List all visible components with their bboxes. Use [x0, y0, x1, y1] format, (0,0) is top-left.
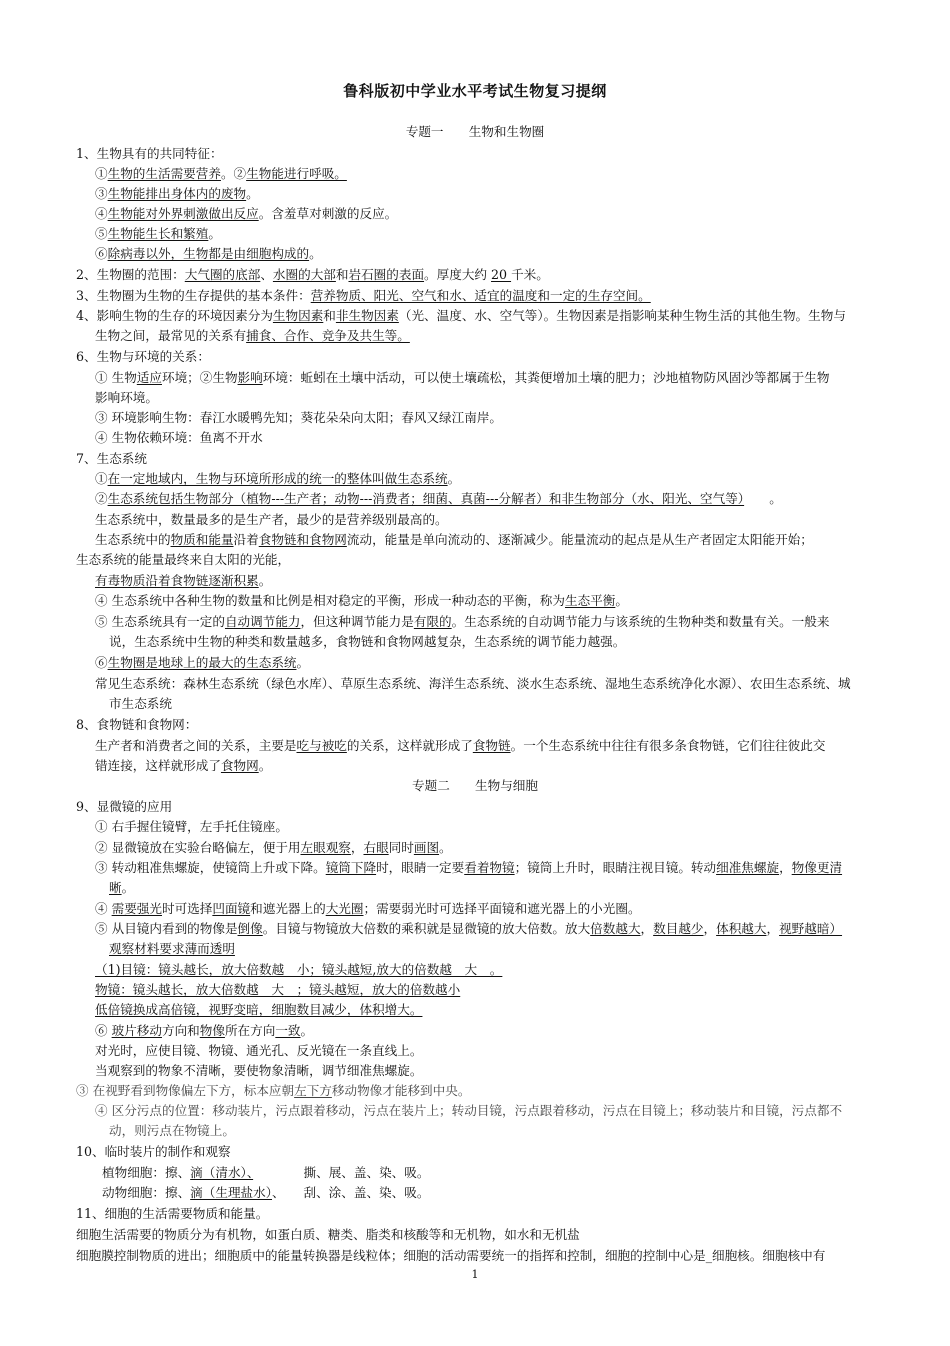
text-line: [95, 919, 842, 939]
underlined-text: 镜筒下降: [325, 860, 377, 875]
text-segment: 6、生物与环境的关系：: [76, 349, 210, 364]
text-segment: 。一个生态系统中往往有很多条食物链，它们往往彼此交: [510, 738, 826, 753]
text-segment: 生态系统中，数量最多的是生产者，最少的是营养级别最高的。: [95, 512, 448, 527]
text-segment: ④ 生态系统中各种生物的数量和比例是相对稳定的平衡，形成一种动态的平衡，称为: [95, 593, 565, 608]
underlined-text: 物镜：镜头越长，放大倍数越 大 ；镜头越短，放大的倍数越小: [95, 982, 461, 997]
text-segment: 和: [323, 308, 336, 323]
text-line: [95, 1021, 313, 1041]
text-segment: 。厚度大约: [424, 267, 492, 282]
text-line: [76, 550, 290, 570]
underlined-text: 滴（清水）、: [190, 1165, 254, 1180]
text-segment: 。生态系统的自动调节能力与该系统的生物种类和数量有关。一般来: [451, 614, 830, 629]
text-segment: 时可选择: [161, 901, 213, 916]
text-segment: 市生态系统: [109, 696, 172, 711]
text-segment: ⑤ 从目镜内看到的物像是: [95, 921, 238, 936]
text-segment: ⑤ 生态系统具有一定的: [95, 614, 225, 629]
text-segment: 专题二 生物与细胞: [412, 778, 538, 793]
text-line: [95, 980, 460, 1000]
text-segment: ⑤: [95, 226, 108, 241]
text-segment: 10、临时装片的制作和观察: [76, 1144, 231, 1159]
text-segment: 环境；②生物: [161, 370, 238, 385]
text-segment: 。: [300, 1023, 314, 1038]
text-line: [95, 674, 851, 694]
text-segment: ⑥: [95, 246, 108, 261]
underlined-text: 生物圈是地球上的最大的生态系统: [107, 655, 297, 670]
underlined-text: 大气圈的底部: [184, 267, 261, 282]
text-line: [76, 144, 223, 164]
text-line: [95, 1061, 422, 1081]
text-segment: 和: [335, 267, 349, 282]
text-segment: ，: [350, 840, 364, 855]
text-line: [95, 571, 271, 591]
text-segment: ，但这种调节能力是: [300, 614, 414, 629]
text-segment: 。: [296, 655, 310, 670]
underlined-text: 在一定地域内，生物与环境所形成的统一的整体叫做生态系统: [107, 471, 448, 486]
text-segment: ④ 生物依赖环境：鱼离不开水: [95, 430, 263, 445]
text-segment: ，: [640, 921, 654, 936]
text-segment: 对光时，应使目镜、物镜、通光孔、反光镜在一条直线上。: [95, 1043, 423, 1058]
text-segment: 。: [615, 593, 628, 608]
text-segment: 环境：蚯蚓在土壤中活动，可以使土壤疏松，其粪便增加土壤的肥力；沙地植物防风固沙等都属于生物: [262, 370, 830, 385]
text-line: [76, 1204, 268, 1224]
text-segment: 生态系统中的: [95, 532, 171, 547]
underlined-text: 玻片移动: [111, 1023, 162, 1038]
text-line: [95, 736, 825, 756]
text-segment: 细胞膜控制物质的进出；细胞质中的能量转换器是线粒体；细胞的活动需要统一的指挥和控制，细胞的控制中心是_细胞核。细胞核中有: [76, 1248, 826, 1263]
underlined-text: 视野越暗）: [779, 921, 843, 936]
underlined-text: 一致: [275, 1023, 301, 1038]
text-segment: 1、生物具有的共同特征：: [76, 146, 223, 161]
underlined-text: 画图: [413, 840, 440, 855]
text-segment: 植物细胞：擦、: [102, 1165, 191, 1180]
text-line: [109, 694, 172, 714]
text-segment: ① 右手握住镜臂，左手托住镜座。: [95, 819, 288, 834]
text-line: [95, 1041, 422, 1061]
underlined-text: 营养物质、阳光、空气和水、适宜的温度和一定的生存空间。: [310, 288, 651, 303]
text-line: [95, 428, 263, 448]
text-segment: 方向和: [161, 1023, 200, 1038]
text-segment: 3、生物圈为生物的生存提供的基本条件：: [76, 288, 311, 303]
underlined-text: 影响: [237, 370, 263, 385]
text-line: [95, 591, 628, 611]
text-segment: 所在方向: [224, 1023, 276, 1038]
text-line: [95, 612, 829, 632]
text-segment: 沿着: [233, 532, 259, 547]
underlined-text: 凹面镜: [212, 901, 251, 916]
underlined-text: 体积越大: [716, 921, 767, 936]
text-segment: 。②: [220, 166, 247, 181]
underlined-text: 生物能排出身体内的废物: [107, 186, 247, 201]
underlined-text: 水圈的大部: [272, 267, 336, 282]
underlined-text: 除病毒以外，生物都是由细胞构成的: [107, 246, 310, 261]
underlined-text: 吃与被吃: [296, 738, 347, 753]
text-segment: 当观察到的物象不清晰，要使物象清晰，调节细准焦螺旋。: [95, 1063, 423, 1078]
text-line: [95, 184, 259, 204]
underlined-text: 有毒物质沿着食物链逐渐积累: [95, 573, 259, 588]
text-segment: ③ 环境影响生物：春江水暖鸭先知；葵花朵朵向太阳；春风又绿江南岸。: [95, 410, 503, 425]
text-line: [95, 224, 221, 244]
text-segment: ④: [95, 206, 108, 221]
text-line: [95, 858, 842, 878]
underlined-text: 物质和能量: [170, 532, 234, 547]
text-line: [76, 797, 172, 817]
text-segment: 。含羞草对刺激的反应。: [258, 206, 398, 221]
underlined-text: 左下方: [294, 1083, 332, 1098]
text-line: [76, 449, 147, 469]
text-line: [95, 756, 271, 776]
text-line: [95, 530, 813, 550]
text-segment: 生物之间，最常见的关系有: [95, 328, 247, 343]
underlined-text: 非生物因素: [335, 308, 399, 323]
text-segment: ①: [95, 166, 108, 181]
text-segment: 专题一 生物和生物圈: [405, 124, 545, 139]
underlined-text: （1)目镜：镜头越长，放大倍数越 小；镜头越短,放大的倍数越 大 。: [95, 962, 503, 977]
text-segment: 。: [258, 573, 272, 588]
text-line: [76, 715, 197, 735]
text-segment: 11、细胞的生活需要物质和能量。: [76, 1206, 269, 1221]
text-line: [76, 265, 549, 285]
underlined-text: 生物的生活需要营养: [107, 166, 221, 181]
text-line: [76, 1225, 580, 1245]
text-line: [76, 1246, 825, 1266]
underlined-text: 生物能对外界刺激做出反应: [107, 206, 259, 221]
text-segment: （光、温度、水、空气等）。生物因素是指影响某种生物生活的其他生物。生物与: [398, 308, 846, 323]
text-segment: ③ 转动粗准焦螺旋，使镜筒上升或下降。: [95, 860, 326, 875]
underlined-text: 岩石圈的表面: [348, 267, 425, 282]
underlined-text: 物像: [199, 1023, 225, 1038]
text-line: [76, 1142, 231, 1162]
underlined-text: 物像更清: [791, 860, 843, 875]
underlined-text: 右眼: [363, 840, 389, 855]
text-line: [109, 878, 134, 898]
text-segment: ④ 区分污点的位置：移动装片，污点跟着移动，污点在装片上；转动目镜，污点跟着移动，污点在目镜上；移动装片和目镜，污点都不: [95, 1103, 843, 1118]
text-segment: ④: [95, 901, 112, 916]
text-segment: 常见生态系统：森林生态系统（绿色水库）、草原生态系统、海洋生态系统、淡水生态系统、湿地生态系统净化水源）、农田生态系统、城: [95, 676, 851, 691]
underlined-text: 有限的: [413, 614, 452, 629]
text-segment: 撕、展、盖、染、吸。: [253, 1165, 430, 1180]
section-heading: [0, 122, 950, 142]
underlined-text: 倒像: [237, 921, 263, 936]
text-line: [95, 838, 452, 858]
text-line: [109, 939, 235, 959]
text-line: [95, 653, 309, 673]
text-segment: ⑥: [95, 655, 108, 670]
underlined-text: 数目越少: [653, 921, 704, 936]
text-segment: 生产者和消费者之间的关系，主要是: [95, 738, 297, 753]
underlined-text: 看着物镜: [464, 860, 515, 875]
text-line: [76, 347, 210, 367]
text-segment: 。: [246, 186, 259, 201]
underlined-text: 生物因素: [272, 308, 324, 323]
underlined-text: 晰: [109, 880, 122, 895]
text-segment: 影响环境。: [95, 390, 158, 405]
underlined-text: 需要强光: [111, 901, 162, 916]
text-segment: ，: [779, 860, 792, 875]
text-line: [95, 899, 641, 919]
underlined-text: 滴（生理盐水）: [190, 1185, 273, 1200]
text-segment: ，: [766, 921, 780, 936]
text-line: [76, 306, 846, 326]
text-segment: 时，眼睛一定要: [376, 860, 465, 875]
text-segment: 的关系，这样就形成了: [346, 738, 473, 753]
text-segment: 。: [309, 246, 322, 261]
text-segment: 9、显微镜的应用: [76, 799, 173, 814]
text-line: [76, 286, 651, 306]
text-segment: 。目镜与物镜放大倍数的乘积就是显微镜的放大倍数。放大: [262, 921, 591, 936]
text-segment: 和遮光器上的: [250, 901, 326, 916]
text-segment: 。: [258, 758, 272, 773]
text-line: [102, 1163, 429, 1183]
underlined-text: 观察材料要求薄而透明: [109, 941, 235, 956]
text-line: [102, 1183, 429, 1203]
text-segment: 错连接，这样就形成了: [95, 758, 221, 773]
text-line: [95, 164, 347, 184]
underlined-text: 生态系统包括生物部分（植物---生产者；动物---消费者；细菌、真菌---分解者）和非生物部分（水、阳光、空气等）: [107, 491, 745, 506]
text-segment: ③ 在视野看到物像偏左下方，标本应朝: [76, 1083, 295, 1098]
text-segment: 、: [260, 267, 273, 282]
text-segment: ⑥: [95, 1023, 112, 1038]
text-segment: ，: [703, 921, 717, 936]
underlined-text: 生物能生长和繁殖: [107, 226, 209, 241]
underlined-text: 捕食、合作、竞争及共生等。: [246, 328, 410, 343]
text-segment: 动，则污点在物镜上。: [109, 1123, 235, 1138]
text-line: [95, 469, 460, 489]
text-segment: 生态系统的能量最终来自太阳的光能，: [76, 552, 291, 567]
text-segment: 千米。: [511, 267, 549, 282]
underlined-text: 食物网: [220, 758, 259, 773]
text-segment: 。: [208, 226, 221, 241]
text-segment: ②: [95, 491, 108, 506]
page-number: 1: [471, 1268, 479, 1281]
text-segment: 。: [447, 471, 461, 486]
underlined-text: 20: [491, 267, 512, 282]
underlined-text: 生物能进行呼吸。: [246, 166, 347, 181]
text-segment: ③: [95, 186, 108, 201]
underlined-text: 左眼观察: [300, 840, 351, 855]
text-segment: 。: [121, 880, 135, 895]
text-line: [95, 489, 782, 509]
text-line: [95, 510, 448, 530]
document-title: 鲁科版初中学业水平考试生物复习提纲: [343, 82, 607, 100]
underlined-text: 大光圈: [325, 901, 364, 916]
text-segment: 7、生态系统: [76, 451, 147, 466]
text-segment: 移动物像才能移到中央。: [331, 1083, 471, 1098]
text-line: [95, 1101, 842, 1121]
text-segment: 细胞生活需要的物质分为有机物，如蛋白质、糖类、脂类和核酸等和无机物，如水和无机盐: [76, 1227, 580, 1242]
text-line: [109, 632, 625, 652]
text-line: [95, 960, 502, 980]
text-segment: ；需要弱光时可选择平面镜和遮光器上的小光圈。: [363, 901, 641, 916]
text-line: [95, 388, 158, 408]
text-segment: 、 刮、涂、盖、染、吸。: [272, 1185, 430, 1200]
text-line: [109, 1121, 235, 1141]
underlined-text: 适应: [136, 370, 162, 385]
text-segment: 同时: [388, 840, 414, 855]
text-segment: ；镜筒上升时，眼睛注视目镜。转动: [514, 860, 717, 875]
text-line: [95, 817, 288, 837]
text-line: [95, 1000, 422, 1020]
underlined-text: 食物链: [472, 738, 511, 753]
text-segment: 。: [439, 840, 452, 855]
text-line: [95, 408, 502, 428]
underlined-text: 食物链和食物网: [258, 532, 347, 547]
text-line: [95, 244, 322, 264]
text-line: [95, 204, 397, 224]
underlined-text: 生态平衡: [564, 593, 616, 608]
underlined-text: 自动调节能力: [224, 614, 301, 629]
text-segment: 。: [744, 491, 782, 506]
text-segment: ① 生物: [95, 370, 137, 385]
section-heading: [0, 776, 950, 796]
underlined-text: 倍数越大: [590, 921, 641, 936]
text-segment: 动物细胞：擦、: [102, 1185, 191, 1200]
underlined-text: 细准焦螺旋: [716, 860, 780, 875]
text-line: [76, 1081, 470, 1101]
text-segment: 8、食物链和食物网：: [76, 717, 198, 732]
text-line: [95, 368, 829, 388]
text-segment: ①: [95, 471, 108, 486]
text-segment: 流动，能量是单向流动的、逐渐减少。能量流动的起点是从生产者固定太阳能开始；: [346, 532, 813, 547]
text-segment: ② 显微镜放在实验台略偏左，便于用: [95, 840, 301, 855]
text-segment: 说，生态系统中生物的种类和数量越多，食物链和食物网越复杂，生态系统的调节能力越强。: [109, 634, 626, 649]
text-segment: 2、生物圈的范围：: [76, 267, 185, 282]
text-line: [95, 326, 410, 346]
text-segment: 4、影响生物的生存的环境因素分为: [76, 308, 273, 323]
underlined-text: 低倍镜换成高倍镜，视野变暗，细胞数目减少，体积增大。: [95, 1002, 423, 1017]
